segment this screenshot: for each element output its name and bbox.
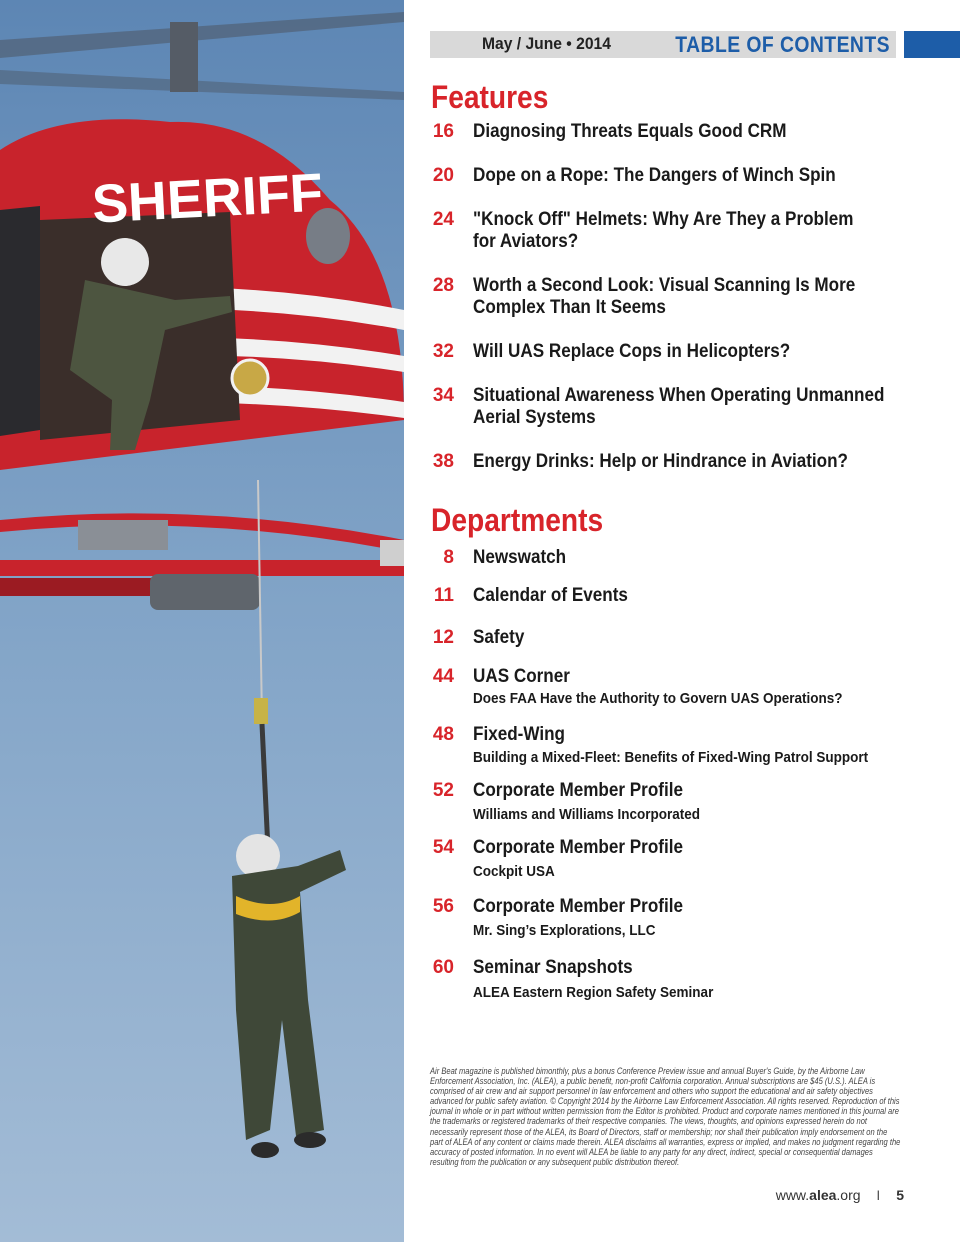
department-title: Newswatch bbox=[473, 547, 567, 568]
department-title: Corporate Member Profile bbox=[473, 780, 683, 801]
department-title: Corporate Member Profile bbox=[473, 837, 683, 858]
page-number: 20 bbox=[432, 165, 454, 186]
feature-title: Situational Awareness When Operating Unmanned Aerial Systems bbox=[473, 385, 885, 428]
page-number: 48 bbox=[432, 724, 454, 745]
page-footer bbox=[776, 1187, 904, 1203]
helicopter-rescue-photo bbox=[0, 0, 404, 1242]
feature-title: Energy Drinks: Help or Hindrance in Aviation? bbox=[473, 451, 849, 472]
page-number: 16 bbox=[432, 121, 454, 142]
page-number: 28 bbox=[432, 275, 454, 296]
website-link[interactable]: www.alea.org bbox=[775, 1187, 861, 1203]
department-title: Corporate Member Profile bbox=[473, 896, 683, 917]
page-number: 11 bbox=[433, 585, 454, 606]
cover-photo bbox=[0, 0, 404, 1242]
header-bar bbox=[430, 31, 896, 58]
department-title: UAS Corner bbox=[473, 666, 570, 687]
feature-title: Diagnosing Threats Equals Good CRM bbox=[473, 121, 787, 142]
department-subtitle: Does FAA Have the Authority to Govern UAS Operations? bbox=[473, 690, 843, 707]
features-heading: Features bbox=[431, 79, 549, 115]
footer-separator: I bbox=[876, 1187, 881, 1203]
department-title: Seminar Snapshots bbox=[473, 957, 633, 978]
page-number: 52 bbox=[432, 780, 454, 801]
page-number: 54 bbox=[432, 837, 454, 858]
department-title: Calendar of Events bbox=[473, 585, 628, 606]
page-number: 12 bbox=[432, 627, 454, 648]
toc-label: TABLE OF CONTENTS bbox=[675, 32, 890, 57]
feature-title: Worth a Second Look: Visual Scanning Is More Complex Than It Seems bbox=[473, 275, 856, 318]
department-subtitle: Mr. Sing’s Explorations, LLC bbox=[473, 922, 656, 939]
header-accent-block bbox=[904, 31, 960, 58]
publication-notice: Air Beat magazine is published bimonthly, plus a bonus Conference Preview issue and annual Buyer's Guide, by the Airborne Law Enforcement Association, Inc. (ALEA), a public benefit, non-profit California corporation. Annual subscriptions are $45 (U.S.). ALEA is comprised of air crew and air support personnel in law enforcement and others who support the educational and air safety objectives advanced for public safety aviation. © Copyright 2014 by the Airborne Law Enforcement Association. All rights reserved. Reproduction of this journal in whole or in part without written permission from the Editor is prohibited. Product and corporate names mentioned in this journal are the trademarks or registered trademarks of their respective companies. The views, thoughts, and opinions expressed herein do not necessarily represent those of the ALEA, its Board of Directors, staff or membership; nor shall their publication imply endorsement on the part of ALEA of any content or claims made therein. ALEA disclaims all warranties, express or implied, and makes no judgment regarding the accuracy of posted information. In no event will ALEA be liable to any party for any direct, indirect, special or consequential damages resulting from the publication or any subsequent public distribution thereof. bbox=[430, 1066, 901, 1167]
page-number: 38 bbox=[432, 451, 454, 472]
page-number-footer: 5 bbox=[896, 1187, 904, 1203]
page-number: 8 bbox=[443, 547, 454, 568]
department-title: Safety bbox=[473, 627, 525, 648]
departments-heading: Departments bbox=[431, 502, 604, 538]
sheriff-lettering: SHERIFF bbox=[90, 162, 325, 235]
feature-title: Will UAS Replace Cops in Helicopters? bbox=[473, 341, 791, 362]
department-subtitle: Building a Mixed-Fleet: Benefits of Fixed-Wing Patrol Support bbox=[473, 749, 869, 766]
department-title: Fixed-Wing bbox=[473, 724, 565, 745]
feature-title: Dope on a Rope: The Dangers of Winch Spin bbox=[473, 165, 836, 186]
page-number: 34 bbox=[432, 385, 454, 406]
page-number: 60 bbox=[432, 957, 454, 978]
page-number: 44 bbox=[432, 666, 454, 687]
department-subtitle: Cockpit USA bbox=[473, 863, 555, 880]
page-number: 56 bbox=[432, 896, 454, 917]
page-number: 24 bbox=[432, 209, 454, 230]
department-subtitle: Williams and Williams Incorporated bbox=[473, 806, 701, 823]
page-number: 32 bbox=[432, 341, 454, 362]
issue-date: May / June • 2014 bbox=[482, 34, 611, 53]
feature-title: "Knock Off" Helmets: Why Are They a Problem for Aviators? bbox=[473, 209, 854, 252]
department-subtitle: ALEA Eastern Region Safety Seminar bbox=[473, 984, 714, 1001]
